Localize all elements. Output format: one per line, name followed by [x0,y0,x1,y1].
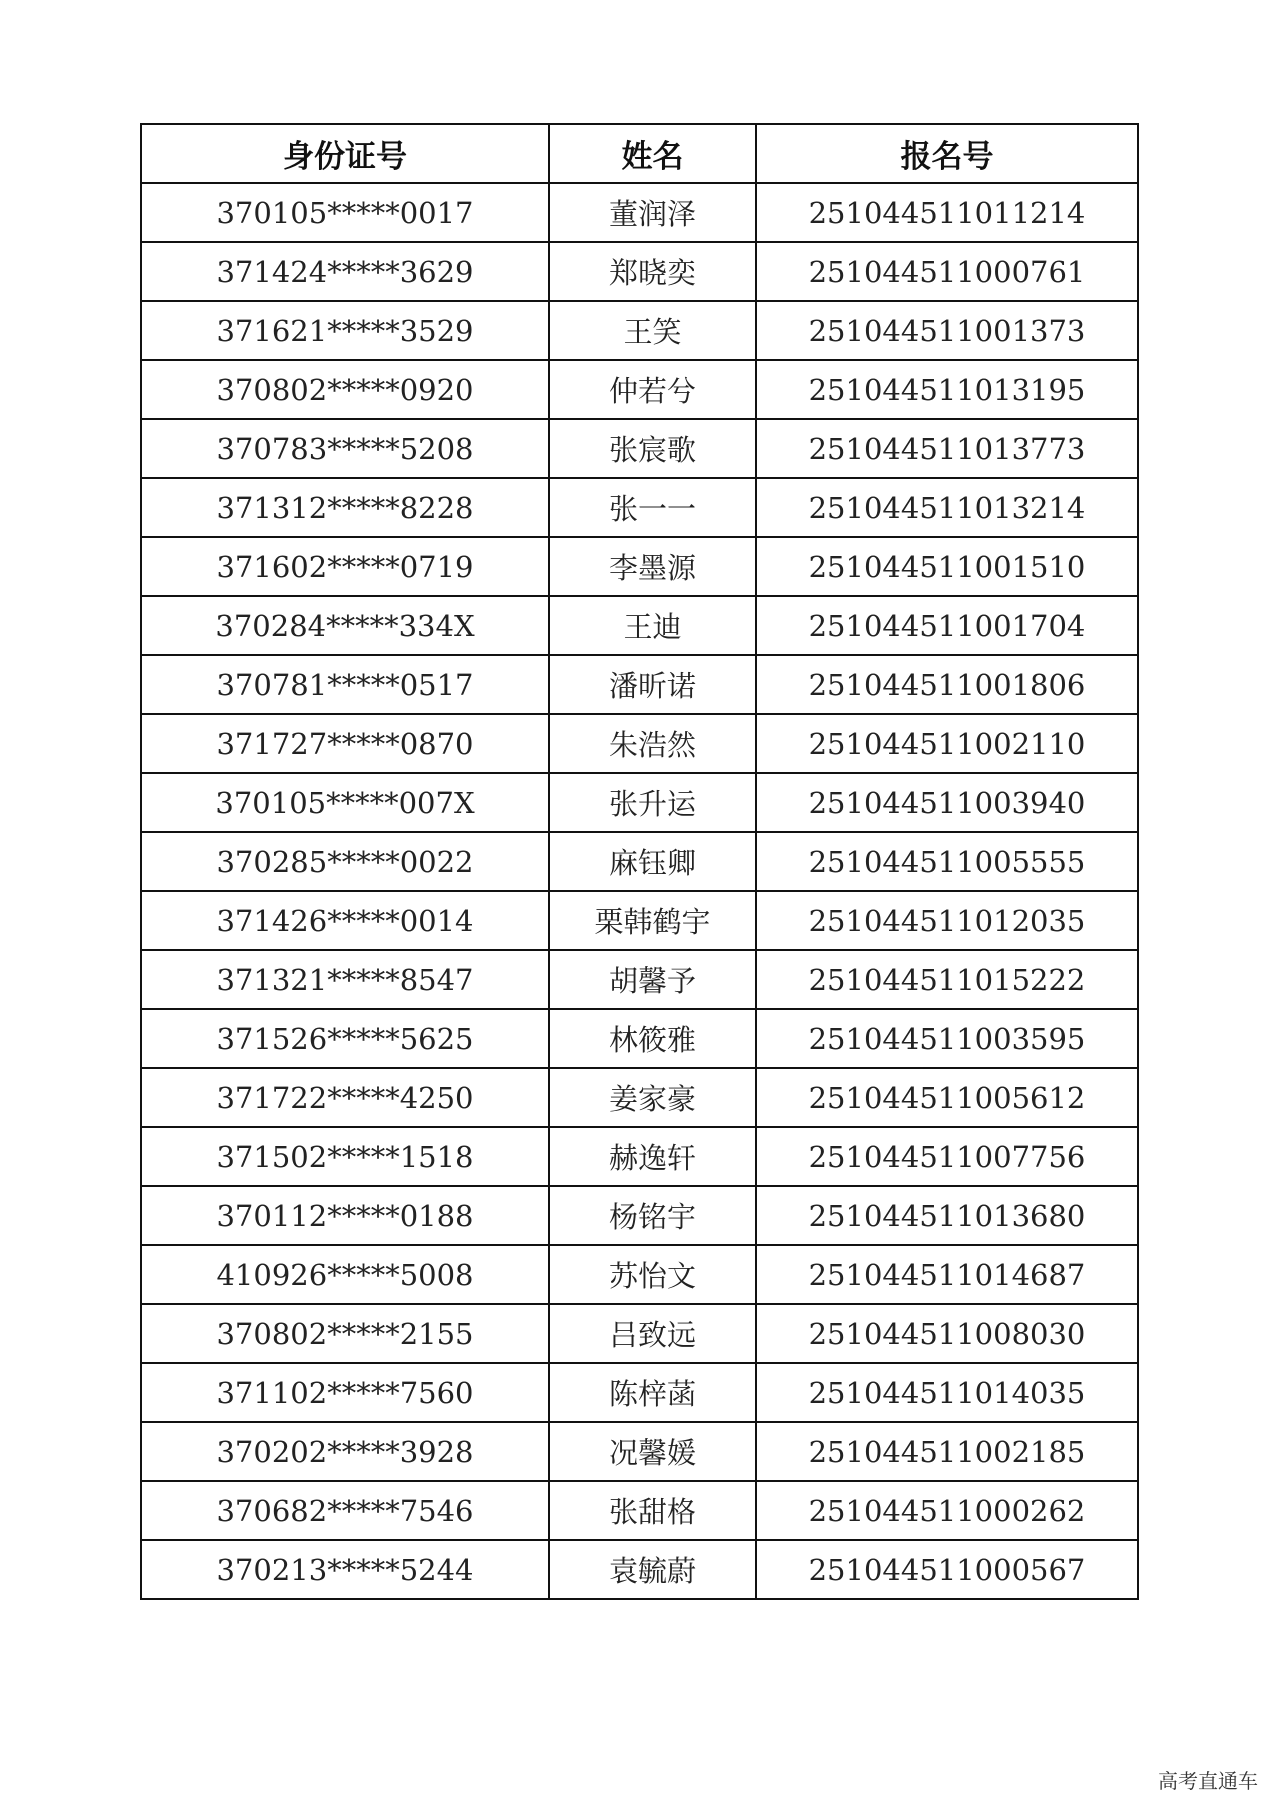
cell-registration-number: 251044511013680 [756,1186,1138,1245]
cell-registration-number: 251044511002185 [756,1422,1138,1481]
cell-registration-number: 251044511001373 [756,301,1138,360]
cell-name: 张一一 [549,478,756,537]
table-row [141,419,1138,478]
table-row [141,1422,1138,1481]
table-row [141,1186,1138,1245]
cell-registration-number: 251044511005612 [756,1068,1138,1127]
cell-id-number: 370202*****3928 [141,1422,549,1481]
cell-id-number: 371526*****5625 [141,1009,549,1068]
cell-registration-number: 251044511000761 [756,242,1138,301]
roster-table [140,123,1139,1600]
cell-registration-number: 251044511014687 [756,1245,1138,1304]
table-row [141,242,1138,301]
cell-registration-number: 251044511011214 [756,183,1138,242]
table-row [141,1481,1138,1540]
cell-name: 陈梓菡 [549,1363,756,1422]
cell-registration-number: 251044511000567 [756,1540,1138,1599]
cell-registration-number: 251044511007756 [756,1127,1138,1186]
cell-id-number: 371621*****3529 [141,301,549,360]
cell-registration-number: 251044511008030 [756,1304,1138,1363]
cell-name: 麻钰卿 [549,832,756,891]
cell-id-number: 410926*****5008 [141,1245,549,1304]
cell-name: 张宸歌 [549,419,756,478]
cell-name: 袁毓蔚 [549,1540,756,1599]
table-row [141,1245,1138,1304]
header-id-number: 身份证号 [141,124,549,183]
cell-id-number: 371321*****8547 [141,950,549,1009]
table-row [141,360,1138,419]
cell-name: 况馨媛 [549,1422,756,1481]
cell-id-number: 370682*****7546 [141,1481,549,1540]
table-row [141,714,1138,773]
cell-name: 李墨源 [549,537,756,596]
cell-registration-number: 251044511000262 [756,1481,1138,1540]
table-row [141,1363,1138,1422]
cell-id-number: 370105*****0017 [141,183,549,242]
cell-name: 林筱雅 [549,1009,756,1068]
cell-id-number: 370105*****007X [141,773,549,832]
table-row [141,891,1138,950]
cell-id-number: 370285*****0022 [141,832,549,891]
cell-name: 姜家豪 [549,1068,756,1127]
table-row [141,301,1138,360]
cell-registration-number: 251044511001704 [756,596,1138,655]
cell-name: 胡馨予 [549,950,756,1009]
table-row [141,596,1138,655]
cell-name: 王迪 [549,596,756,655]
cell-id-number: 370802*****0920 [141,360,549,419]
table-row [141,655,1138,714]
cell-name: 吕致远 [549,1304,756,1363]
cell-id-number: 371727*****0870 [141,714,549,773]
cell-registration-number: 251044511003595 [756,1009,1138,1068]
cell-registration-number: 251044511015222 [756,950,1138,1009]
header-name: 姓名 [549,124,756,183]
table-row [141,832,1138,891]
cell-registration-number: 251044511005555 [756,832,1138,891]
table-header-row [141,124,1138,183]
cell-registration-number: 251044511001806 [756,655,1138,714]
cell-id-number: 370112*****0188 [141,1186,549,1245]
cell-registration-number: 251044511013214 [756,478,1138,537]
table-row [141,478,1138,537]
cell-name: 苏怡文 [549,1245,756,1304]
cell-name: 杨铭宇 [549,1186,756,1245]
cell-registration-number: 251044511014035 [756,1363,1138,1422]
cell-name: 赫逸轩 [549,1127,756,1186]
table-row [141,1009,1138,1068]
cell-id-number: 371722*****4250 [141,1068,549,1127]
table-row [141,1068,1138,1127]
cell-registration-number: 251044511013773 [756,419,1138,478]
header-registration-number: 报名号 [756,124,1138,183]
cell-id-number: 371312*****8228 [141,478,549,537]
cell-name: 仲若兮 [549,360,756,419]
cell-registration-number: 251044511003940 [756,773,1138,832]
cell-id-number: 371424*****3629 [141,242,549,301]
cell-id-number: 370213*****5244 [141,1540,549,1599]
cell-name: 董润泽 [549,183,756,242]
cell-id-number: 370802*****2155 [141,1304,549,1363]
cell-name: 栗韩鹤宇 [549,891,756,950]
cell-id-number: 370783*****5208 [141,419,549,478]
cell-name: 张甜格 [549,1481,756,1540]
table-row [141,950,1138,1009]
cell-id-number: 371426*****0014 [141,891,549,950]
cell-registration-number: 251044511013195 [756,360,1138,419]
table-row [141,1127,1138,1186]
cell-id-number: 370284*****334X [141,596,549,655]
cell-id-number: 371102*****7560 [141,1363,549,1422]
table-row [141,537,1138,596]
table-row [141,183,1138,242]
cell-registration-number: 251044511002110 [756,714,1138,773]
cell-id-number: 371502*****1518 [141,1127,549,1186]
cell-id-number: 371602*****0719 [141,537,549,596]
cell-name: 朱浩然 [549,714,756,773]
cell-name: 王笑 [549,301,756,360]
table-row [141,773,1138,832]
table-row [141,1540,1138,1599]
cell-registration-number: 251044511012035 [756,891,1138,950]
table-row [141,1304,1138,1363]
cell-id-number: 370781*****0517 [141,655,549,714]
watermark: 高考直通车 [1158,1769,1258,1793]
cell-registration-number: 251044511001510 [756,537,1138,596]
cell-name: 郑晓奕 [549,242,756,301]
cell-name: 张升运 [549,773,756,832]
cell-name: 潘昕诺 [549,655,756,714]
